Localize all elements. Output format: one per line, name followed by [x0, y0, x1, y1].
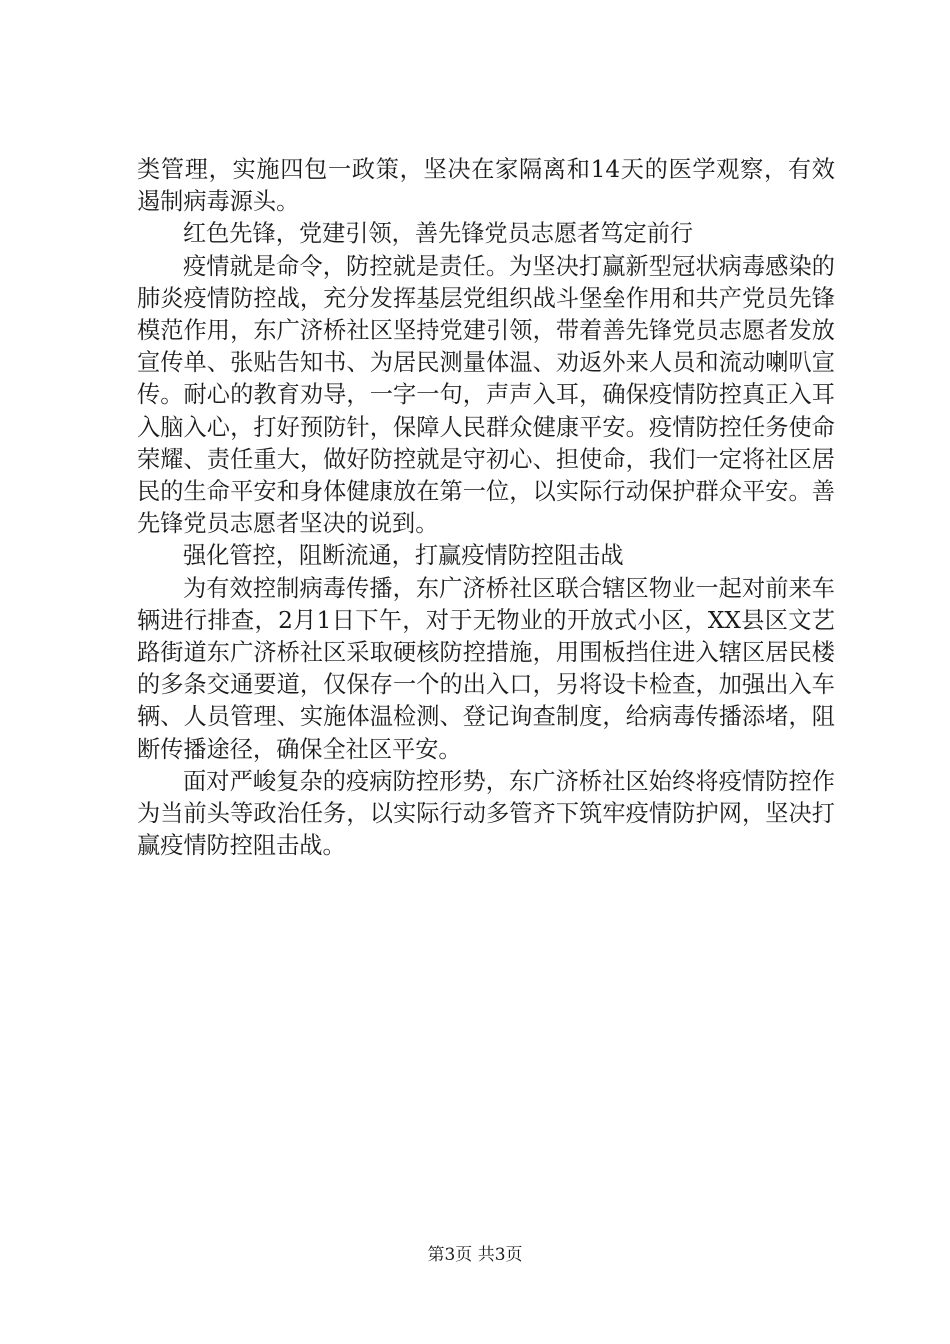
paragraph-1: 类管理，实施四包一政策，坚决在家隔离和14天的医学观察，有效遏制病毒源头。	[137, 156, 835, 216]
paragraph-2: 疫情就是命令，防控就是责任。为坚决打赢新型冠状病毒感染的肺炎疫情防控战，充分发挥基层党组织战斗堡垒作用和共产党员先锋模范作用，东广济桥社区坚持党建引领，带着善先锋党员志愿者发放宣传单、张贴告知书、为居民测量体温、劝返外来人员和流动喇叭宣传。耐心的教育劝导，一字一句，声声入耳，确保疫情防控真正入耳入脑入心，打好预防针，保障人民群众健康平安。疫情防控任务使命荣耀、责任重大，做好防控就是守初心、担使命，我们一定将社区居民的生命平安和身体健康放在第一位，以实际行动保护群众平安。善先锋党员志愿者坚决的说到。	[137, 252, 835, 538]
paragraph-4: 面对严峻复杂的疫病防控形势，东广济桥社区始终将疫情防控作为当前头等政治任务，以实际行动多管齐下筑牢疫情防护网，坚决打赢疫情防控阻击战。	[137, 767, 835, 860]
section-heading-strengthen-control: 强化管控，阻断流通，打赢疫情防控阻击战	[183, 542, 624, 570]
document-body	[137, 154, 835, 862]
paragraph-3: 为有效控制病毒传播，东广济桥社区联合辖区物业一起对前来车辆进行排查，2月1日下午，对于无物业的开放式小区，XX县区文艺路街道东广济桥社区采取硬核防控措施，用围板挡住进入辖区居民楼的多条交通要道，仅保存一个的出入口，另将设卡检查，加强出入车辆、人员管理、实施体温检测、登记询查制度，给病毒传播添堵，阻断传播途径，确保全社区平安。	[137, 574, 835, 763]
section-heading-red-vanguard: 红色先锋，党建引领，善先锋党员志愿者笃定前行	[183, 220, 694, 248]
page-number-footer: 第3页 共3页	[427, 1245, 523, 1265]
